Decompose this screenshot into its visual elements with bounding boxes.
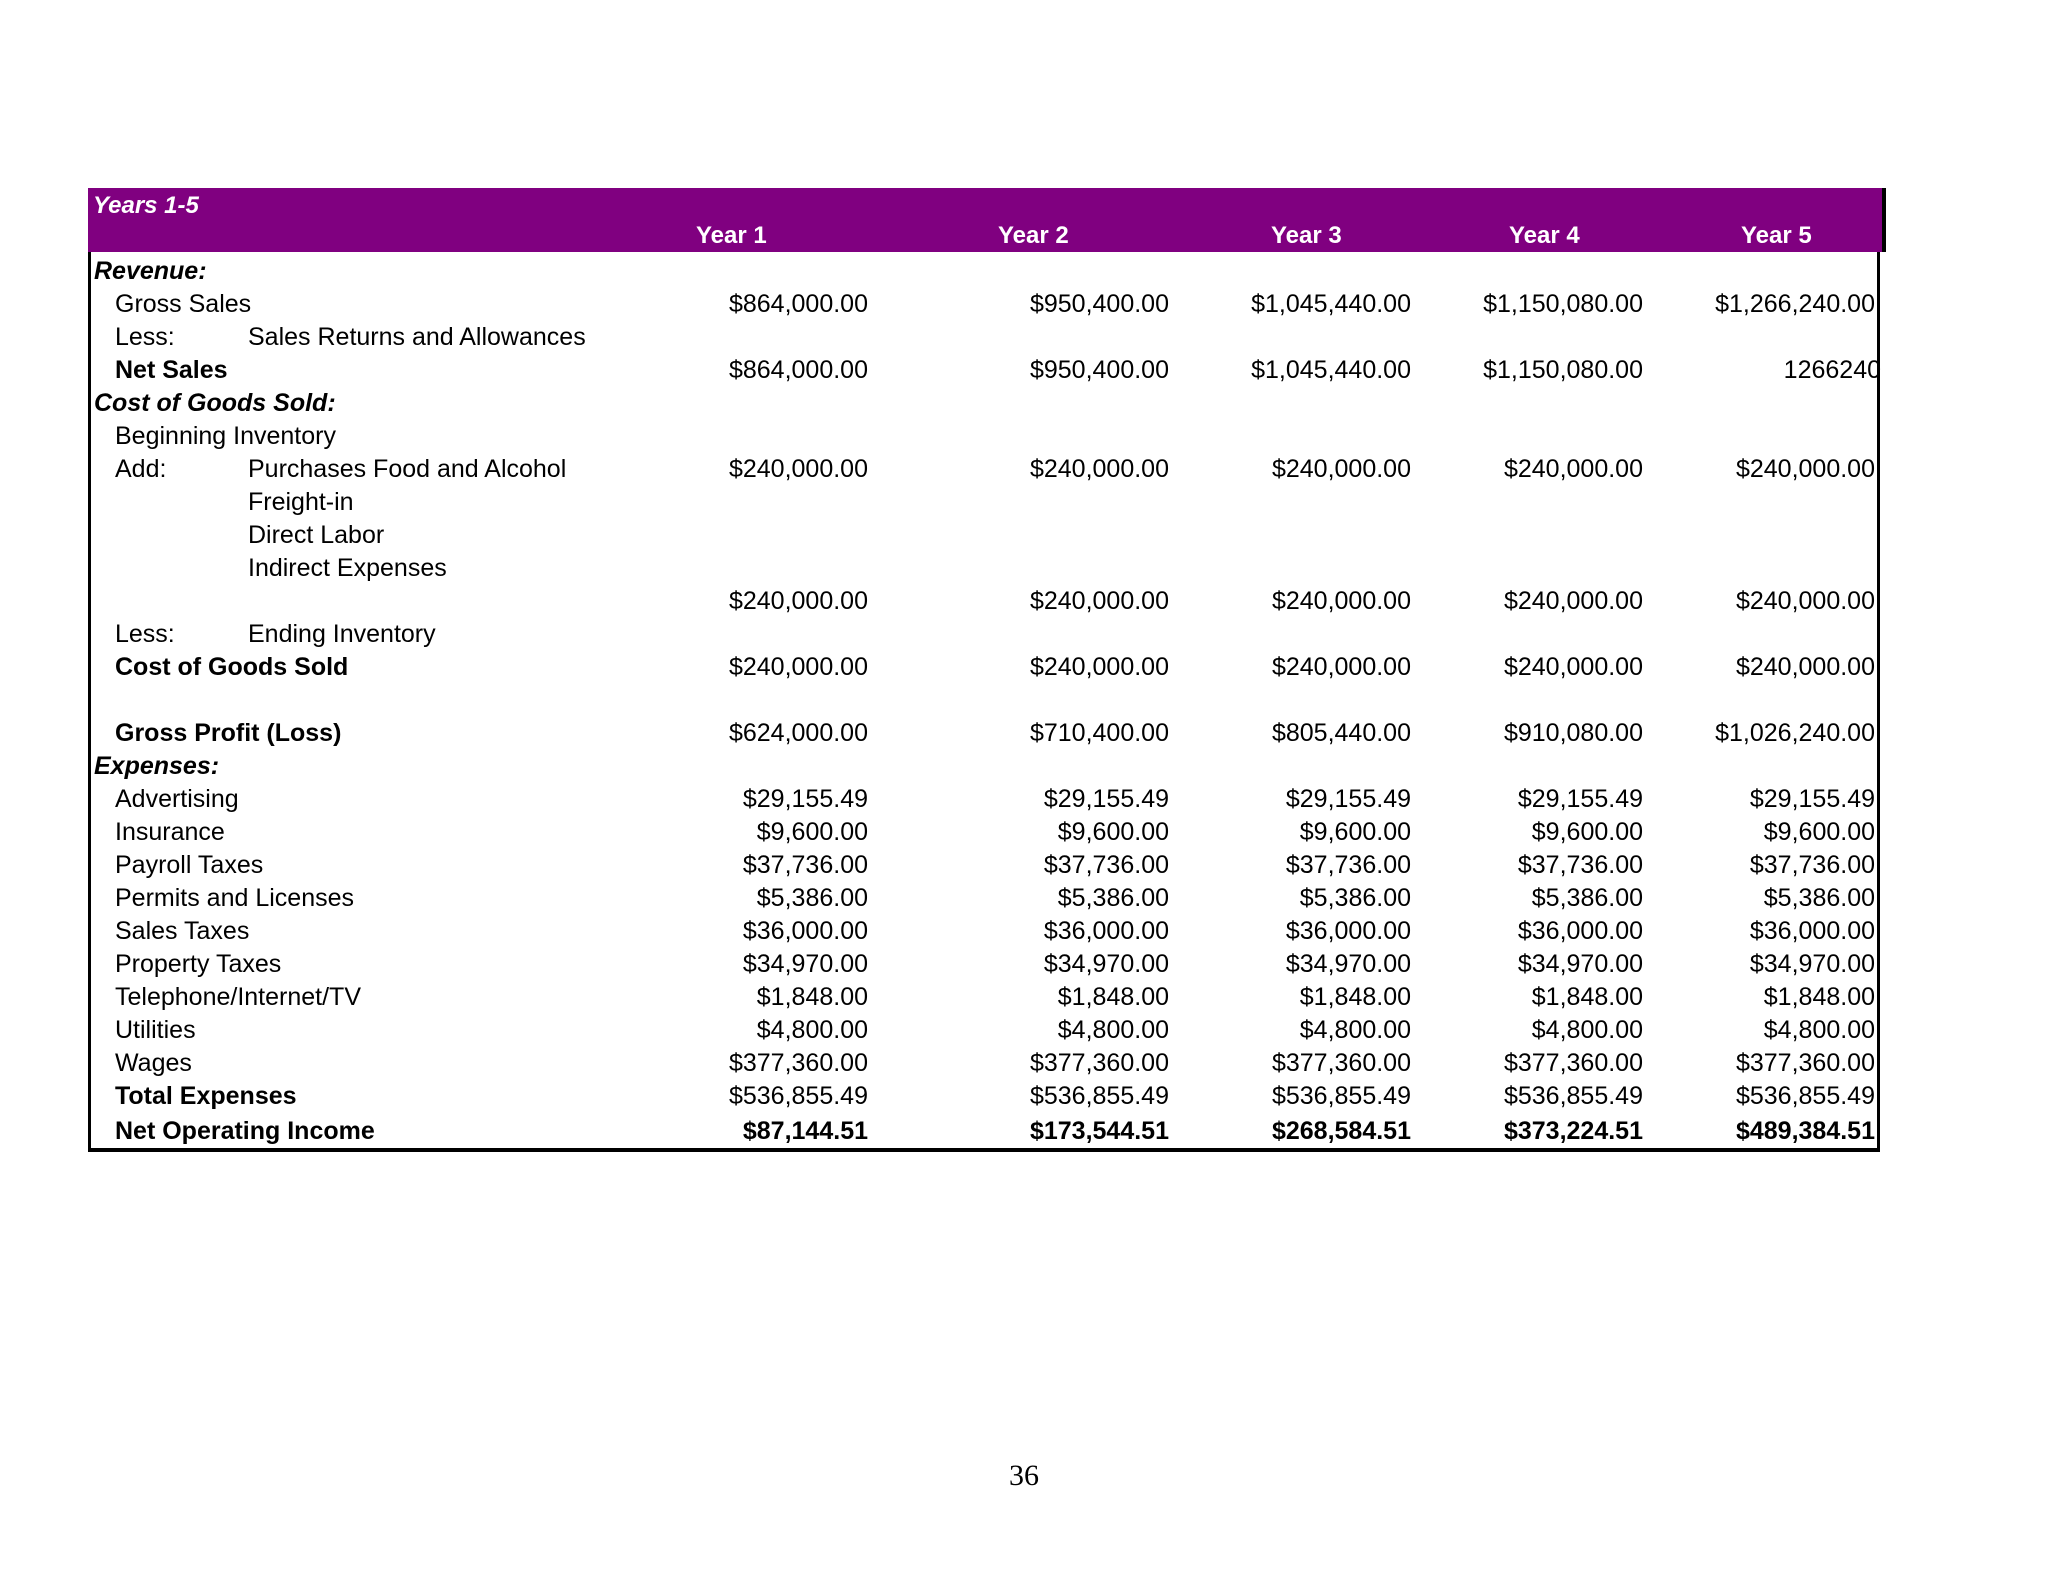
- payroll-taxes-row: [91, 849, 1877, 882]
- payroll-taxes-year-4: $37,736.00: [1517, 851, 1643, 879]
- property-taxes-year-5: $34,970.00: [1749, 950, 1875, 978]
- permits-year-2: $5,386.00: [1057, 884, 1169, 912]
- utilities-year-3: $4,800.00: [1299, 1016, 1411, 1044]
- subtotal-row: [91, 585, 1877, 618]
- returns-prefix: Less:: [115, 323, 175, 351]
- net-operating-income-year-3: $268,584.51: [1271, 1117, 1411, 1145]
- telephone-year-3: $1,848.00: [1299, 983, 1411, 1011]
- gross-profit-year-3: $805,440.00: [1271, 719, 1411, 747]
- permits-year-3: $5,386.00: [1299, 884, 1411, 912]
- cost-of-goods-sold-year-2: $240,000.00: [1029, 653, 1169, 681]
- gross-sales-year-2: $950,400.00: [1029, 290, 1169, 318]
- header-year-4: Year 4: [1509, 222, 1580, 249]
- insurance-year-2: $9,600.00: [1057, 818, 1169, 846]
- net-operating-income-label: Net Operating Income: [115, 1117, 375, 1145]
- subtotal-year-3: $240,000.00: [1271, 587, 1411, 615]
- gross-profit-label: Gross Profit (Loss): [115, 719, 342, 747]
- freight-in-label: Freight-in: [248, 488, 354, 516]
- returns-row: [91, 321, 1877, 354]
- sales-taxes-year-1: $36,000.00: [742, 917, 868, 945]
- cost-of-goods-sold-row: [91, 651, 1877, 684]
- net-sales-year-2: $950,400.00: [1029, 356, 1169, 384]
- property-taxes-year-3: $34,970.00: [1285, 950, 1411, 978]
- telephone-year-5: $1,848.00: [1763, 983, 1875, 1011]
- wages-year-4: $377,360.00: [1503, 1049, 1643, 1077]
- purchases-year-5: $240,000.00: [1735, 455, 1875, 483]
- purchases-year-2: $240,000.00: [1029, 455, 1169, 483]
- payroll-taxes-year-1: $37,736.00: [742, 851, 868, 879]
- net-sales-year-4: $1,150,080.00: [1483, 356, 1643, 384]
- property-taxes-year-1: $34,970.00: [742, 950, 868, 978]
- insurance-year-3: $9,600.00: [1299, 818, 1411, 846]
- wages-year-3: $377,360.00: [1271, 1049, 1411, 1077]
- header-year-3: Year 3: [1271, 222, 1342, 249]
- telephone-row: [91, 981, 1877, 1014]
- total-expenses-year-4: $536,855.49: [1503, 1082, 1643, 1110]
- property-taxes-year-2: $34,970.00: [1043, 950, 1169, 978]
- wages-label: Wages: [115, 1049, 192, 1077]
- insurance-year-5: $9,600.00: [1763, 818, 1875, 846]
- permits-row: [91, 882, 1877, 915]
- total-expenses-year-3: $536,855.49: [1271, 1082, 1411, 1110]
- utilities-year-5: $4,800.00: [1763, 1016, 1875, 1044]
- net-sales-label: Net Sales: [115, 356, 228, 384]
- total-expenses-label: Total Expenses: [115, 1082, 297, 1110]
- total-expenses-year-2: $536,855.49: [1029, 1082, 1169, 1110]
- sales-taxes-year-4: $36,000.00: [1517, 917, 1643, 945]
- cost-of-goods-sold-label: Cost of Goods Sold: [115, 653, 349, 681]
- revenue-heading-row: [91, 255, 1877, 288]
- gross-sales-year-1: $864,000.00: [728, 290, 868, 318]
- advertising-year-3: $29,155.49: [1285, 785, 1411, 813]
- payroll-taxes-label: Payroll Taxes: [115, 851, 264, 879]
- gross-sales-year-4: $1,150,080.00: [1483, 290, 1643, 318]
- cogs-heading-row: [91, 387, 1877, 420]
- returns-label: Sales Returns and Allowances: [248, 323, 586, 351]
- subtotal-year-2: $240,000.00: [1029, 587, 1169, 615]
- beginning-inventory-label: Beginning Inventory: [115, 422, 336, 450]
- cost-of-goods-sold-year-5: $240,000.00: [1735, 653, 1875, 681]
- utilities-year-4: $4,800.00: [1531, 1016, 1643, 1044]
- wages-year-2: $377,360.00: [1029, 1049, 1169, 1077]
- telephone-year-2: $1,848.00: [1057, 983, 1169, 1011]
- sales-taxes-year-3: $36,000.00: [1285, 917, 1411, 945]
- net-sales-year-5: 1266240: [1783, 356, 1881, 384]
- net-operating-income-year-4: $373,224.51: [1503, 1117, 1643, 1145]
- utilities-row: [91, 1014, 1877, 1047]
- income-statement-table: [88, 188, 1880, 1152]
- gross-profit-year-4: $910,080.00: [1503, 719, 1643, 747]
- advertising-year-4: $29,155.49: [1517, 785, 1643, 813]
- indirect-expenses-row: [91, 552, 1877, 585]
- utilities-year-1: $4,800.00: [756, 1016, 868, 1044]
- page-number: 36: [1009, 1459, 1039, 1492]
- permits-year-1: $5,386.00: [756, 884, 868, 912]
- net-sales-year-1: $864,000.00: [728, 356, 868, 384]
- insurance-label: Insurance: [115, 818, 225, 846]
- insurance-row: [91, 816, 1877, 849]
- gross-profit-row: [91, 717, 1877, 750]
- cost-of-goods-sold-year-1: $240,000.00: [728, 653, 868, 681]
- header-year-2: Year 2: [998, 222, 1069, 249]
- advertising-year-5: $29,155.49: [1749, 785, 1875, 813]
- net-operating-income-row: [91, 1115, 1877, 1148]
- advertising-row: [91, 783, 1877, 816]
- ending-inventory-prefix: Less:: [115, 620, 175, 648]
- net-operating-income-year-2: $173,544.51: [1029, 1117, 1169, 1145]
- sales-taxes-year-2: $36,000.00: [1043, 917, 1169, 945]
- net-sales-year-3: $1,045,440.00: [1251, 356, 1411, 384]
- ending-inventory-row: [91, 618, 1877, 651]
- cogs-heading: Cost of Goods Sold:: [94, 389, 336, 417]
- payroll-taxes-year-5: $37,736.00: [1749, 851, 1875, 879]
- gross-sales-label: Gross Sales: [115, 290, 252, 318]
- net-operating-income-year-5: $489,384.51: [1735, 1117, 1875, 1145]
- subtotal-year-1: $240,000.00: [728, 587, 868, 615]
- purchases-prefix: Add:: [115, 455, 167, 483]
- gross-sales-row: [91, 288, 1877, 321]
- purchases-year-3: $240,000.00: [1271, 455, 1411, 483]
- permits-label: Permits and Licenses: [115, 884, 355, 912]
- insurance-year-1: $9,600.00: [756, 818, 868, 846]
- advertising-label: Advertising: [115, 785, 239, 813]
- total-expenses-row: [91, 1080, 1877, 1113]
- beginning-inventory-row: [91, 420, 1877, 453]
- payroll-taxes-year-2: $37,736.00: [1043, 851, 1169, 879]
- expenses-heading: Expenses:: [94, 752, 220, 780]
- direct-labor-row: [91, 519, 1877, 552]
- property-taxes-year-4: $34,970.00: [1517, 950, 1643, 978]
- purchases-label: Purchases Food and Alcohol: [248, 455, 567, 483]
- total-expenses-year-5: $536,855.49: [1735, 1082, 1875, 1110]
- gross-profit-year-5: $1,026,240.00: [1715, 719, 1875, 747]
- total-expenses-year-1: $536,855.49: [728, 1082, 868, 1110]
- telephone-year-1: $1,848.00: [756, 983, 868, 1011]
- section-title: Years 1-5: [93, 192, 199, 219]
- advertising-year-2: $29,155.49: [1043, 785, 1169, 813]
- cost-of-goods-sold-year-3: $240,000.00: [1271, 653, 1411, 681]
- indirect-expenses-label: Indirect Expenses: [248, 554, 447, 582]
- header-year-5: Year 5: [1741, 222, 1812, 249]
- net-sales-row: [91, 354, 1881, 387]
- gross-profit-year-2: $710,400.00: [1029, 719, 1169, 747]
- net-operating-income-year-1: $87,144.51: [742, 1117, 868, 1145]
- wages-row: [91, 1047, 1877, 1080]
- gross-sales-year-5: $1,266,240.00: [1715, 290, 1875, 318]
- ending-inventory-label: Ending Inventory: [248, 620, 436, 648]
- freight-in-row: [91, 486, 1877, 519]
- telephone-year-4: $1,848.00: [1531, 983, 1643, 1011]
- cost-of-goods-sold-year-4: $240,000.00: [1503, 653, 1643, 681]
- purchases-year-1: $240,000.00: [728, 455, 868, 483]
- permits-year-5: $5,386.00: [1763, 884, 1875, 912]
- subtotal-year-4: $240,000.00: [1503, 587, 1643, 615]
- sales-taxes-year-5: $36,000.00: [1749, 917, 1875, 945]
- insurance-year-4: $9,600.00: [1531, 818, 1643, 846]
- utilities-year-2: $4,800.00: [1057, 1016, 1169, 1044]
- permits-year-4: $5,386.00: [1531, 884, 1643, 912]
- gross-profit-year-1: $624,000.00: [728, 719, 868, 747]
- subtotal-year-5: $240,000.00: [1735, 587, 1875, 615]
- payroll-taxes-year-3: $37,736.00: [1285, 851, 1411, 879]
- property-taxes-row: [91, 948, 1877, 981]
- expenses-heading-row: [91, 750, 1877, 783]
- sales-taxes-row: [91, 915, 1877, 948]
- header-year-1: Year 1: [696, 222, 767, 249]
- property-taxes-label: Property Taxes: [115, 950, 282, 978]
- table-header-band: [88, 188, 1886, 252]
- purchases-year-4: $240,000.00: [1503, 455, 1643, 483]
- telephone-label: Telephone/Internet/TV: [115, 983, 361, 1011]
- gross-sales-year-3: $1,045,440.00: [1251, 290, 1411, 318]
- wages-year-1: $377,360.00: [728, 1049, 868, 1077]
- utilities-label: Utilities: [115, 1016, 196, 1044]
- advertising-year-1: $29,155.49: [742, 785, 868, 813]
- purchases-row: [91, 453, 1877, 486]
- sales-taxes-label: Sales Taxes: [115, 917, 250, 945]
- direct-labor-label: Direct Labor: [248, 521, 385, 549]
- wages-year-5: $377,360.00: [1735, 1049, 1875, 1077]
- revenue-heading: Revenue:: [94, 257, 207, 285]
